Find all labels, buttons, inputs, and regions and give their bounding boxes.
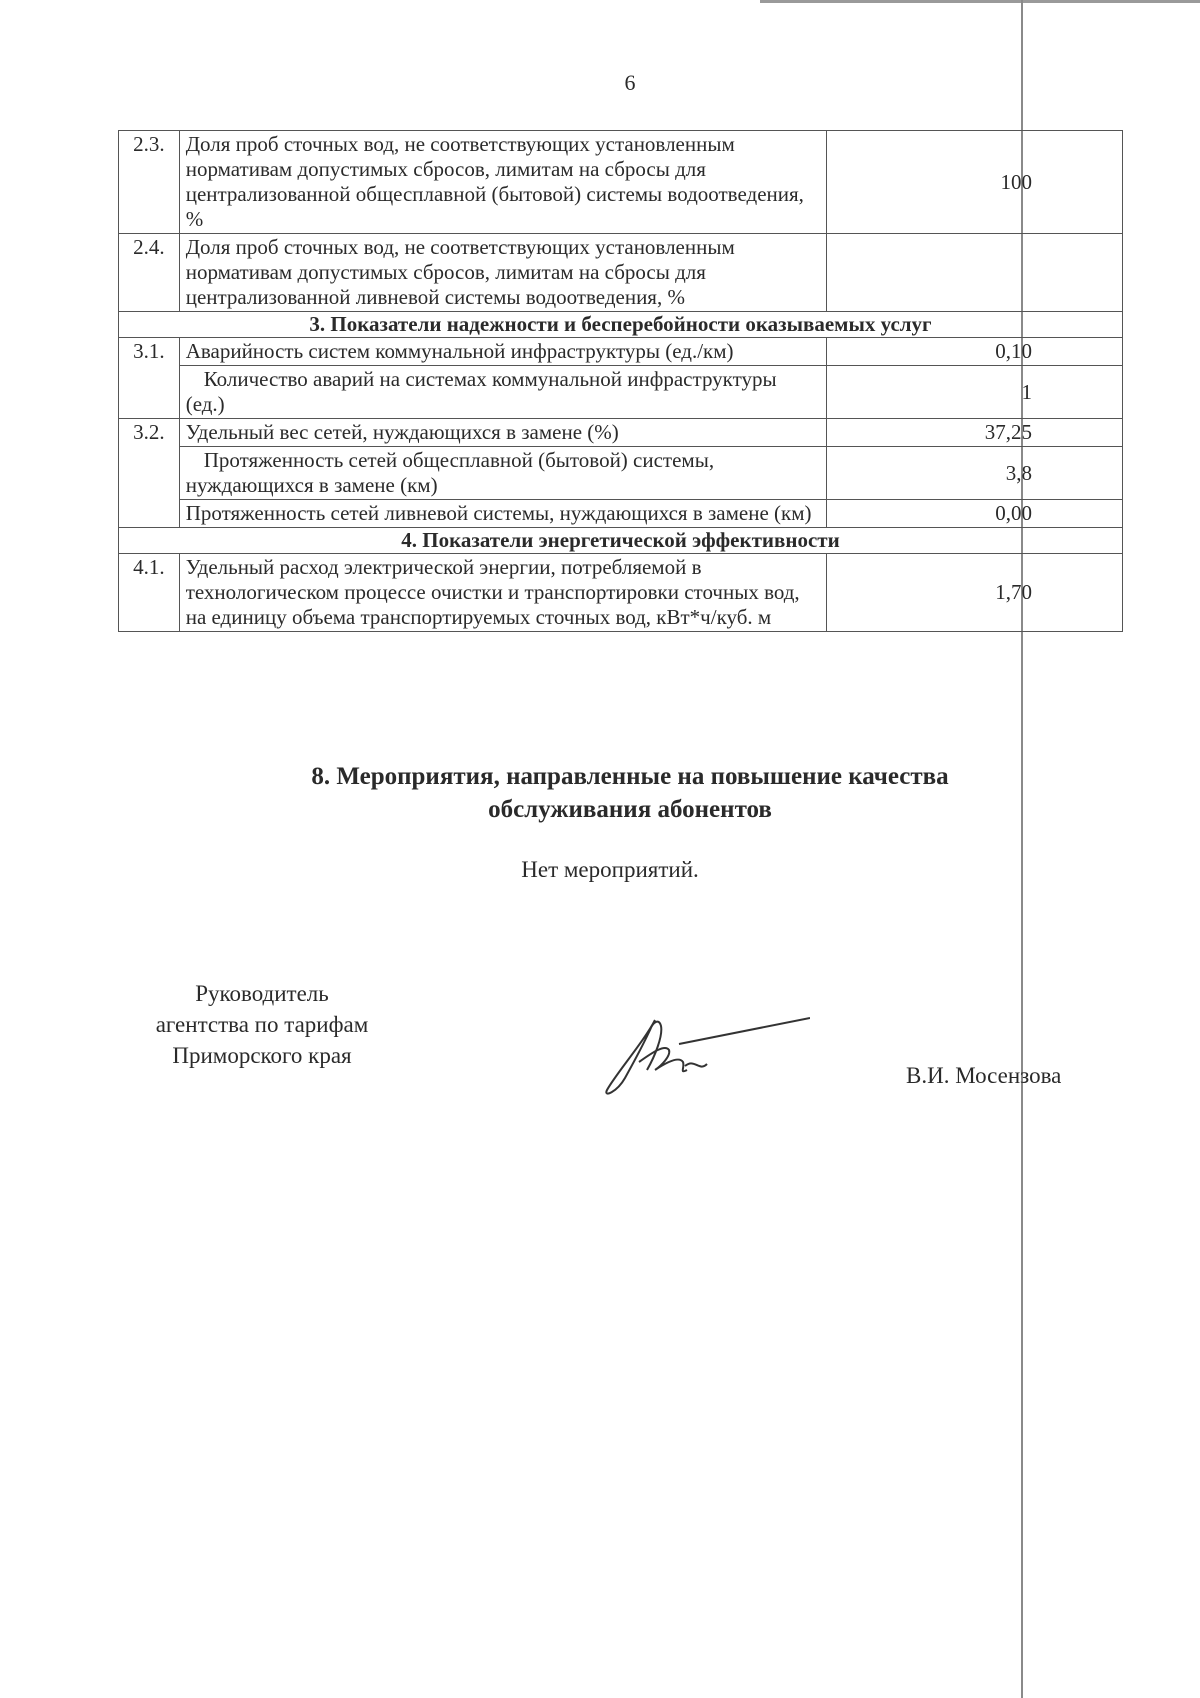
table-row xyxy=(119,419,1123,447)
row-name: Количество аварий на системах коммунальной инфраструктуры (ед.) xyxy=(179,366,827,419)
table-subrow xyxy=(119,500,1123,528)
row-name: Доля проб сточных вод, не соответствующих установленным нормативам допустимых сбросов, лимитам на сбросы для централизованной ливневой системы водоотведения, % xyxy=(179,234,827,312)
section-title: 4. Показатели энергетической эффективности xyxy=(119,528,1123,554)
table-row xyxy=(119,131,1123,234)
row-number: 4.1. xyxy=(119,554,180,632)
table-section-row xyxy=(119,528,1123,554)
row-name: Удельный вес сетей, нуждающихся в замене (%) xyxy=(179,419,827,447)
table-subrow xyxy=(119,366,1123,419)
row-value: 100 xyxy=(827,131,1123,234)
signer-position-line: агентства по тарифам xyxy=(155,1012,369,1037)
row-name: Удельный расход электрической энергии, потребляемой в технологическом процессе очистки и транспортировки сточных вод, на единицу объема транспортируемых сточных вод, кВт*ч/куб. м xyxy=(179,554,827,632)
row-value: 1,70 xyxy=(827,554,1123,632)
scan-edge-top xyxy=(760,0,1200,3)
row-number: 2.3. xyxy=(119,131,180,234)
table-section-row xyxy=(119,312,1123,338)
row-value: 1 xyxy=(827,366,1123,419)
signer-position-line: Руководитель xyxy=(195,981,329,1006)
indicators-table xyxy=(118,130,1123,632)
row-name: Протяженность сетей общесплавной (бытовой) системы, нуждающихся в замене (км) xyxy=(179,447,827,500)
row-number: 2.4. xyxy=(119,234,180,312)
row-value: 0,00 xyxy=(827,500,1123,528)
row-value xyxy=(827,234,1123,312)
section-8-heading xyxy=(130,760,1130,826)
signer-name: В.И. Мосензова xyxy=(906,1063,1062,1088)
section-title: 3. Показатели надежности и бесперебойности оказываемых услуг xyxy=(119,312,1123,338)
row-value: 37,25 xyxy=(827,419,1123,447)
page-number: 6 xyxy=(624,70,636,95)
row-number: 3.2. xyxy=(119,419,180,528)
table-row xyxy=(119,338,1123,366)
row-name: Протяженность сетей ливневой системы, нуждающихся в замене (км) xyxy=(179,500,827,528)
table-subrow xyxy=(119,447,1123,500)
handwritten-signature xyxy=(595,1000,810,1100)
row-name: Доля проб сточных вод, не соответствующих установленным нормативам допустимых сбросов, лимитам на сбросы для централизованной общесплавной (бытовой) системы водоотведения, % xyxy=(179,131,827,234)
row-name: Аварийность систем коммунальной инфраструктуры (ед./км) xyxy=(179,338,827,366)
no-measures-text: Нет мероприятий. xyxy=(521,857,699,882)
row-value: 0,10 xyxy=(827,338,1123,366)
row-value: 3,8 xyxy=(827,447,1123,500)
signer-position-line: Приморского края xyxy=(172,1043,352,1068)
section-heading-line: обслуживания абонентов xyxy=(488,796,772,823)
table-row xyxy=(119,554,1123,632)
signer-position xyxy=(112,978,412,1071)
row-number: 3.1. xyxy=(119,338,180,419)
table-row xyxy=(119,234,1123,312)
section-heading-line: 8. Мероприятия, направленные на повышение качества xyxy=(311,763,949,790)
